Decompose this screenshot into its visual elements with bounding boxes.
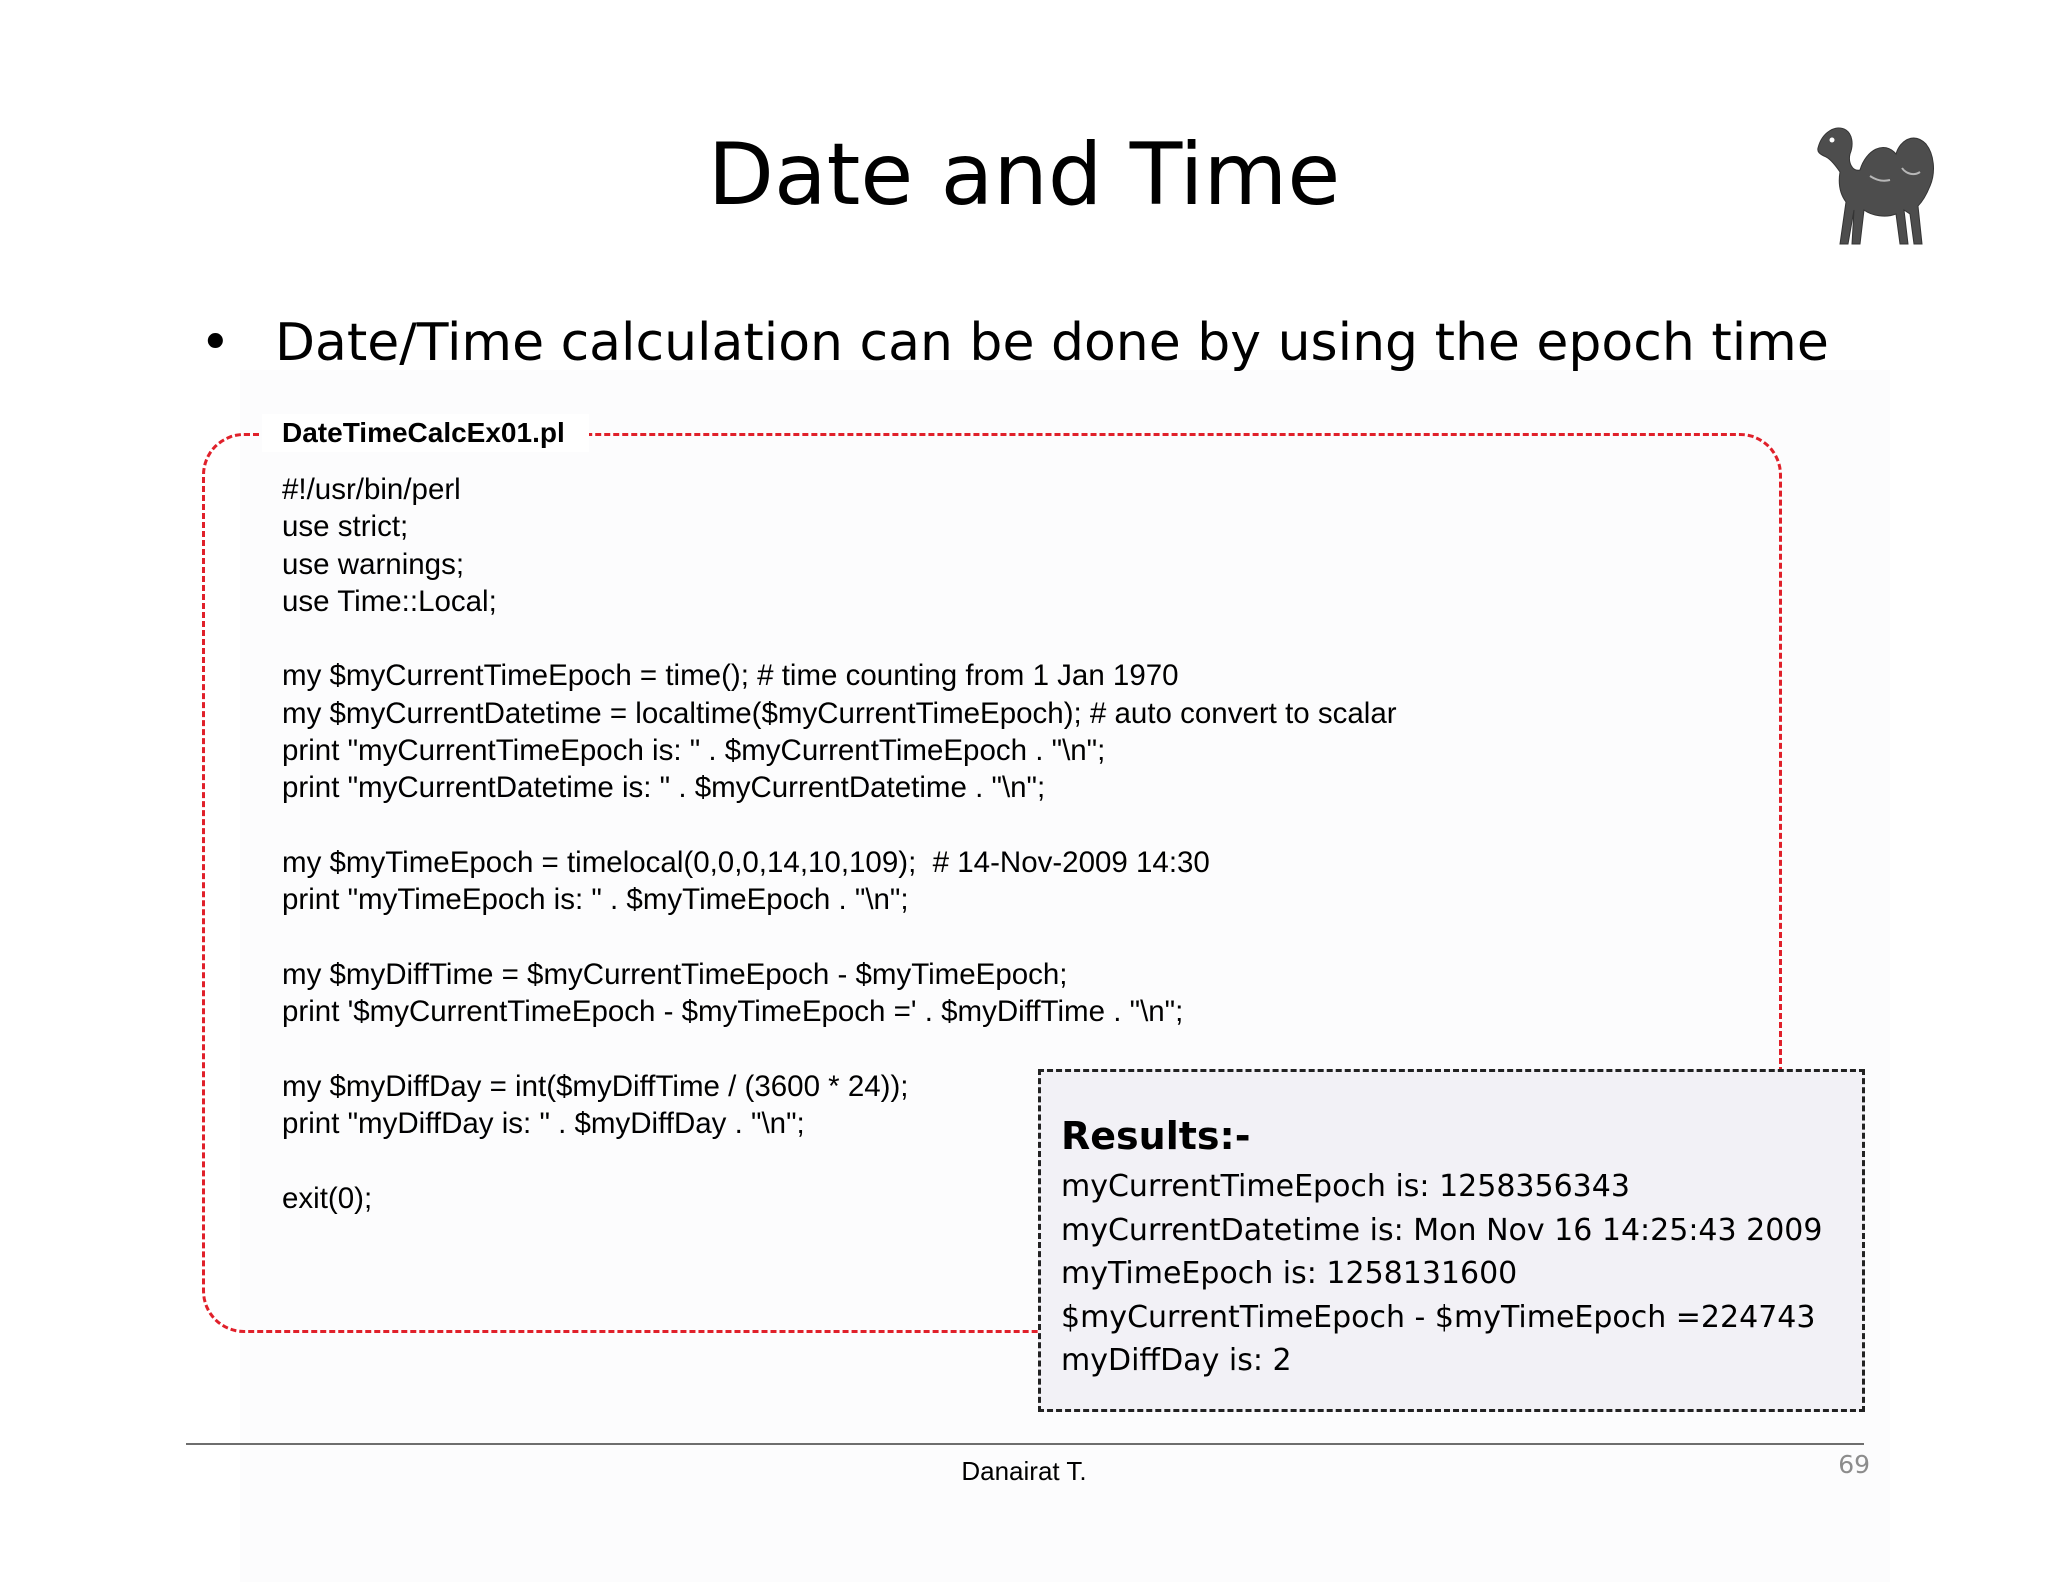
code-line bbox=[282, 1030, 1397, 1067]
results-line: myDiffDay is: 2 bbox=[1061, 1343, 1292, 1378]
code-line: print "myTimeEpoch is: " . $myTimeEpoch . "\n"; bbox=[282, 883, 909, 917]
code-line: print "myDiffDay is: " . $myDiffDay . "\n"; bbox=[282, 1107, 805, 1141]
bullet-point bbox=[200, 308, 1829, 378]
code-line: print "myCurrentDatetime is: " . $myCurrentDatetime . "\n"; bbox=[282, 771, 1046, 805]
code-line: use warnings; bbox=[282, 547, 465, 581]
results-line: myCurrentTimeEpoch is: 1258356343 bbox=[1061, 1169, 1630, 1204]
code-line bbox=[282, 807, 1397, 844]
bullet-marker: • bbox=[200, 313, 231, 373]
footer-divider bbox=[186, 1443, 1864, 1445]
code-line: my $myTimeEpoch = timelocal(0,0,0,14,10,109); # 14-Nov-2009 14:30 bbox=[282, 845, 1210, 879]
bullet-text: Date/Time calculation can be done by using the epoch time bbox=[275, 313, 1829, 373]
code-line bbox=[282, 919, 1397, 956]
slide-title: Date and Time bbox=[707, 125, 1341, 225]
code-line: exit(0); bbox=[282, 1181, 373, 1215]
results-output bbox=[1061, 1165, 1822, 1383]
footer-author: Danairat T. bbox=[961, 1456, 1087, 1486]
code-line: use Time::Local; bbox=[282, 584, 497, 618]
code-filename: DateTimeCalcEx01.pl bbox=[262, 414, 589, 452]
code-line: my $myDiffTime = $myCurrentTimeEpoch - $myTimeEpoch; bbox=[282, 957, 1068, 991]
results-box bbox=[1038, 1069, 1865, 1412]
page-number: 69 bbox=[1838, 1450, 1870, 1479]
perl-camel-icon bbox=[1810, 110, 1945, 250]
code-line: my $myDiffDay = int($myDiffTime / (3600 * 24)); bbox=[282, 1069, 909, 1103]
code-line: #!/usr/bin/perl bbox=[282, 473, 461, 506]
code-line bbox=[282, 620, 1397, 657]
results-line: myTimeEpoch is: 1258131600 bbox=[1061, 1256, 1518, 1291]
code-line: my $myCurrentDatetime = localtime($myCurrentTimeEpoch); # auto convert to scalar bbox=[282, 696, 1397, 730]
code-line: use strict; bbox=[282, 510, 409, 544]
results-title: Results:- bbox=[1061, 1114, 1251, 1158]
code-line: print "myCurrentTimeEpoch is: " . $myCurrentTimeEpoch . "\n"; bbox=[282, 734, 1106, 768]
results-line: myCurrentDatetime is: Mon Nov 16 14:25:43 2009 bbox=[1061, 1212, 1823, 1248]
code-line: my $myCurrentTimeEpoch = time(); # time counting from 1 Jan 1970 bbox=[282, 659, 1179, 693]
code-line: print '$myCurrentTimeEpoch - $myTimeEpoch =' . $myDiffTime . "\n"; bbox=[282, 995, 1184, 1029]
results-line: $myCurrentTimeEpoch - $myTimeEpoch =224743 bbox=[1061, 1299, 1816, 1335]
